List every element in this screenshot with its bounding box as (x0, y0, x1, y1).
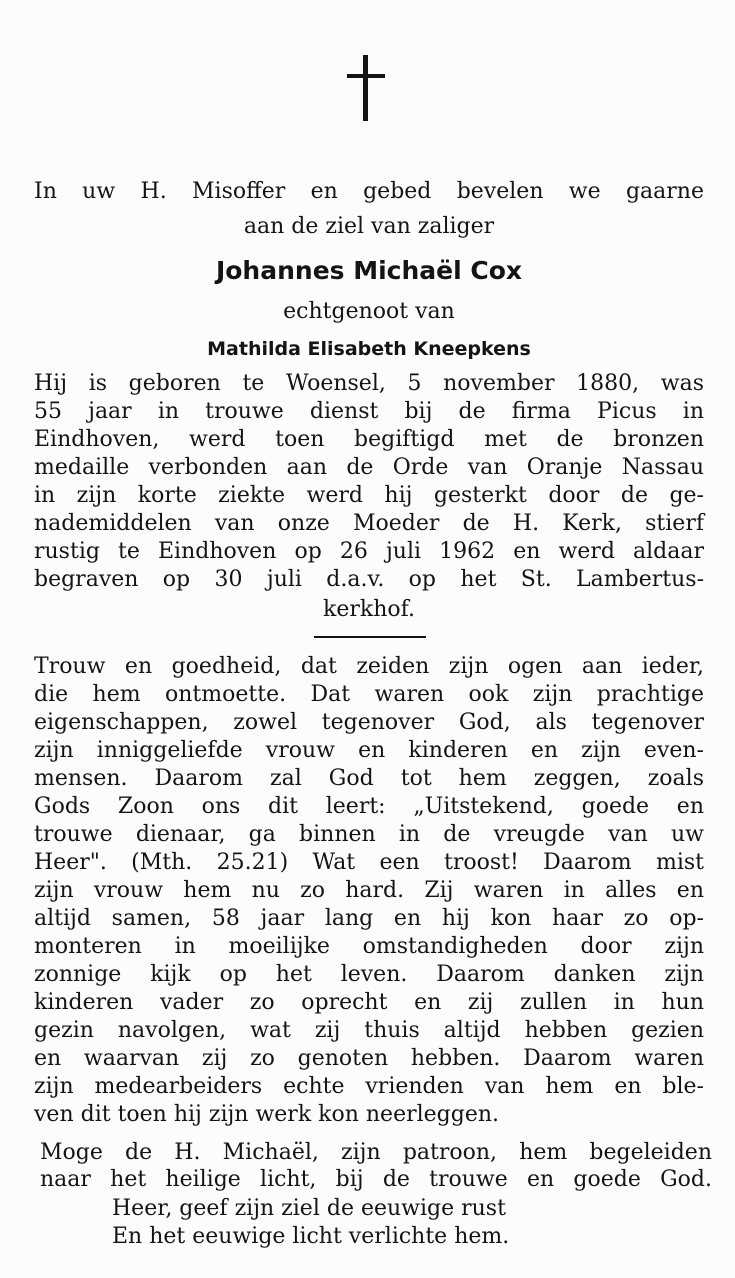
tribute-line: zijn inniggeliefde vrouw en kinderen en zijn even- (34, 738, 704, 763)
tribute-line: en waarvan zij zo genoten hebben. Daarom waren (34, 1046, 704, 1071)
bio-line: nademiddelen van onze Moeder de H. Kerk, stierf (34, 511, 704, 536)
tribute-line: die hem ontmoette. Dat waren ook zijn prachtige (34, 682, 704, 707)
header-line-2: aan de ziel van zaliger (243, 214, 495, 239)
deceased-name: Johannes Michaël Cox (215, 256, 523, 285)
spouse-name: Mathilda Elisabeth Kneepkens (207, 338, 531, 360)
tribute-line: eigenschappen, zowel tegenover God, als tegenover (34, 710, 704, 735)
tribute-line: Trouw en goedheid, dat zeiden zijn ogen aan ieder, (34, 654, 704, 679)
closing-line: naar het heilige licht, bij de trouwe en goede God. (40, 1167, 712, 1192)
tribute-line: mensen. Daarom zal God tot hem zeggen, zoals (34, 766, 704, 791)
bio-line: kerkhof. (323, 597, 415, 622)
tribute-line: gezin navolgen, wat zij thuis altijd hebben gezien (34, 1018, 704, 1043)
tribute-line: altijd samen, 58 jaar lang en hij kon haar zo op- (34, 906, 704, 931)
tribute-line: ven dit toen hij zijn werk kon neerleggen. (34, 1102, 500, 1127)
spouse-intro: echtgenoot van (283, 299, 455, 324)
prayer-line: Heer, geef zijn ziel de eeuwige rust (112, 1196, 506, 1221)
tribute-line: monteren in moeilijke omstandigheden door zijn (34, 934, 704, 959)
bio-line: 55 jaar in trouwe dienst bij de firma Picus in (34, 399, 704, 424)
prayer-line: En het eeuwige licht verlichte hem. (112, 1224, 510, 1249)
bio-line: begraven op 30 juli d.a.v. op het St. Lambertus- (34, 567, 704, 592)
tribute-line: Heer". (Mth. 25.21) Wat een troost! Daarom mist (34, 850, 704, 875)
bio-line: in zijn korte ziekte werd hij gesterkt door de ge- (34, 483, 704, 508)
divider (314, 636, 426, 638)
tribute-line: zijn vrouw hem nu zo hard. Zij waren in alles en (34, 878, 704, 903)
tribute-line: zonnige kijk op het leven. Daarom danken zijn (34, 962, 704, 987)
bio-line: medaille verbonden aan de Orde van Oranje Nassau (34, 455, 704, 480)
header-line-1: In uw H. Misoffer en gebed bevelen we gaarne (34, 179, 704, 204)
tribute-line: Gods Zoon ons dit leert: „Uitstekend, goede en (34, 794, 704, 819)
bio-line: rustig te Eindhoven op 26 juli 1962 en werd aldaar (34, 539, 704, 564)
tribute-line: zijn medearbeiders echte vrienden van hem en ble- (34, 1074, 704, 1099)
closing-line: Moge de H. Michaël, zijn patroon, hem begeleiden (40, 1140, 712, 1165)
cross-icon (347, 55, 385, 121)
bio-line: Hij is geboren te Woensel, 5 november 1880, was (34, 371, 704, 396)
tribute-line: kinderen vader zo oprecht en zij zullen in hun (34, 990, 704, 1015)
tribute-line: trouwe dienaar, ga binnen in de vreugde van uw (34, 822, 704, 847)
bio-line: Eindhoven, werd toen begiftigd met de bronzen (34, 427, 704, 452)
